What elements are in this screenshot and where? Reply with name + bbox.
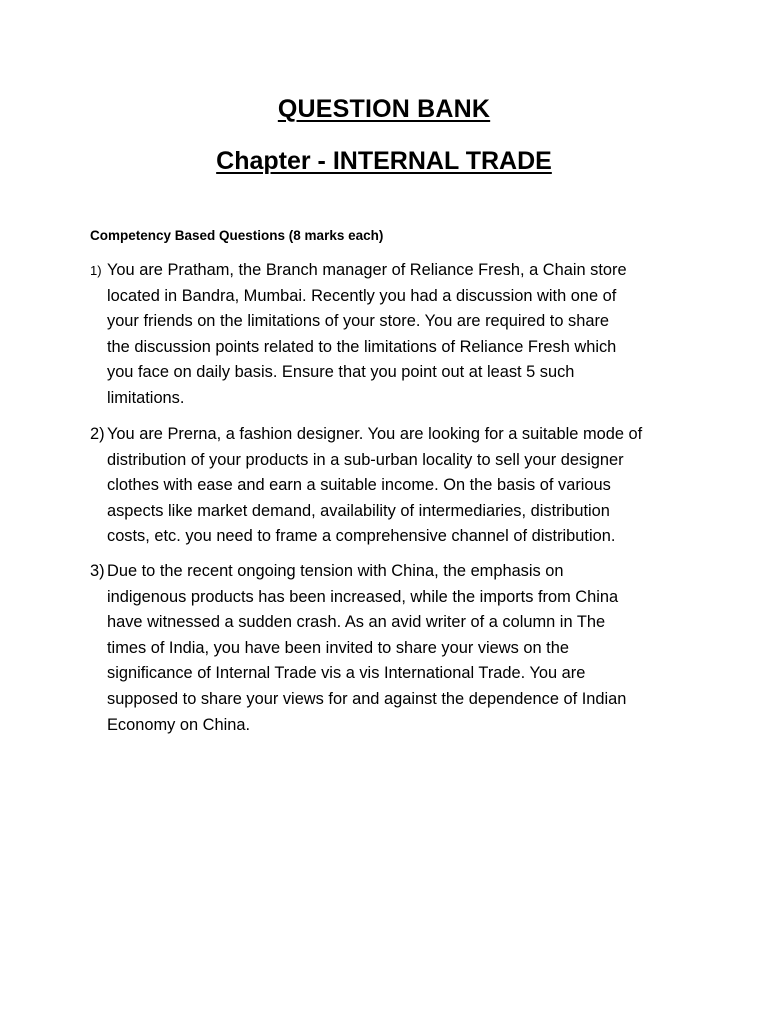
question-text: You are Prerna, a fashion designer. You are looking for a suitable mode of distribution of your products in a sub-urban locality to sell your designer clothes with ease and earn a suitable income. On the basis of various aspects like market demand, availability of intermediaries, distribution costs, etc. you need to frame a comprehensive channel of distribution. — [107, 425, 643, 546]
question-number: 3) — [90, 562, 105, 580]
question-2 — [90, 422, 690, 550]
chapter-title: Chapter - INTERNAL TRADE — [216, 147, 552, 175]
question-1 — [90, 258, 690, 412]
section-heading: Competency Based Questions (8 marks each) — [90, 228, 384, 243]
question-text: Due to the recent ongoing tension with China, the emphasis on indigenous products has been increased, while the imports from China have witnessed a sudden crash. As an avid writer of a column in The times of India, you have been invited to share your views on the significance of Internal Trade vis a vis International Trade. You are supposed to share your views for and against the dependence of Indian Economy on China. — [107, 562, 627, 734]
question-number: 2) — [90, 425, 105, 443]
question-text: You are Pratham, the Branch manager of Reliance Fresh, a Chain store located in Bandra, Mumbai. Recently you had a discussion with one of your friends on the limitations of your store. You are required to share the discussion points related to the limitations of Reliance Fresh which you face on daily basis. Ensure that you point out at least 5 such limitations. — [107, 261, 627, 407]
question-3 — [90, 559, 690, 738]
document-title: QUESTION BANK — [277, 95, 491, 123]
question-number: 1) — [90, 263, 102, 278]
